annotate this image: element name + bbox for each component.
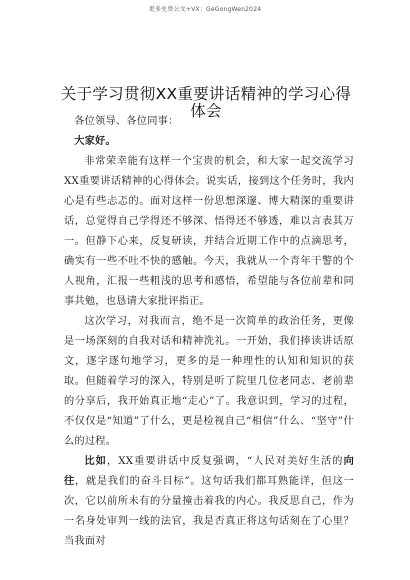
paragraph-3-emphasis: 向往 [64, 456, 354, 487]
watermark-header: 更多免费公文+VX：GeGongWen2024 [148, 6, 262, 13]
salutation: 各位领导、各位同事： [74, 116, 179, 127]
paragraph-3-lead: 比如 [84, 456, 107, 467]
greeting: 大家好。 [74, 136, 116, 147]
page-title: 关于学习贯彻XX重要讲话精神的学习心得体会 [60, 85, 352, 121]
paragraph-3-rest: ，就是我们的奋斗目标”。这句话我们都耳熟能详，但这一次，它以前所未有的分量撞击着我的内心。我反思自己，作为一名身处审判一线的法官，我是否真正将这句话刻在了心里？当我面对 [64, 476, 354, 547]
paragraph-3-mid: ，XX重要讲话中反复强调，“人民对美好生活的 [106, 456, 344, 467]
paragraph-2: 这次学习，对我而言，绝不是一次简单的政治任务，更像是一场深刻的自我对话和精神洗礼。一开始，我们捧读讲话原文，逐字逐句地学习，更多的是一种理性的认知和知识的获取。但随着学习的深入，特别是听了院里几位老同志、老前辈的分享后，我开始真正地“走心”了。我意识到，学习的过程，不仅仅是“知道”了什么，更是检视自己“相信”什么、“坚守”什么的过程。 [64, 316, 354, 447]
paragraph-1: 非常荣幸能有这样一个宝贵的机会，和大家一起交流学习XX重要讲话精神的心得体会。说实话，接到这个任务时，我内心是有些忐忑的。面对这样一份思想深邃、博大精深的重要讲话，总觉得自己学得还不够深、悟得还不够透，难以言表其万一。但静下心来，反复研读，并结合近期工作中的点滴思考，确实有一些不吐不快的感触。今天，我就从一个青年干警的个人视角，汇报一些粗浅的思考和感悟，希望能与各位前辈和同事共勉，也恳请大家批评指正。 [64, 156, 354, 307]
document-body [64, 112, 354, 552]
paragraph-3 [64, 452, 354, 552]
